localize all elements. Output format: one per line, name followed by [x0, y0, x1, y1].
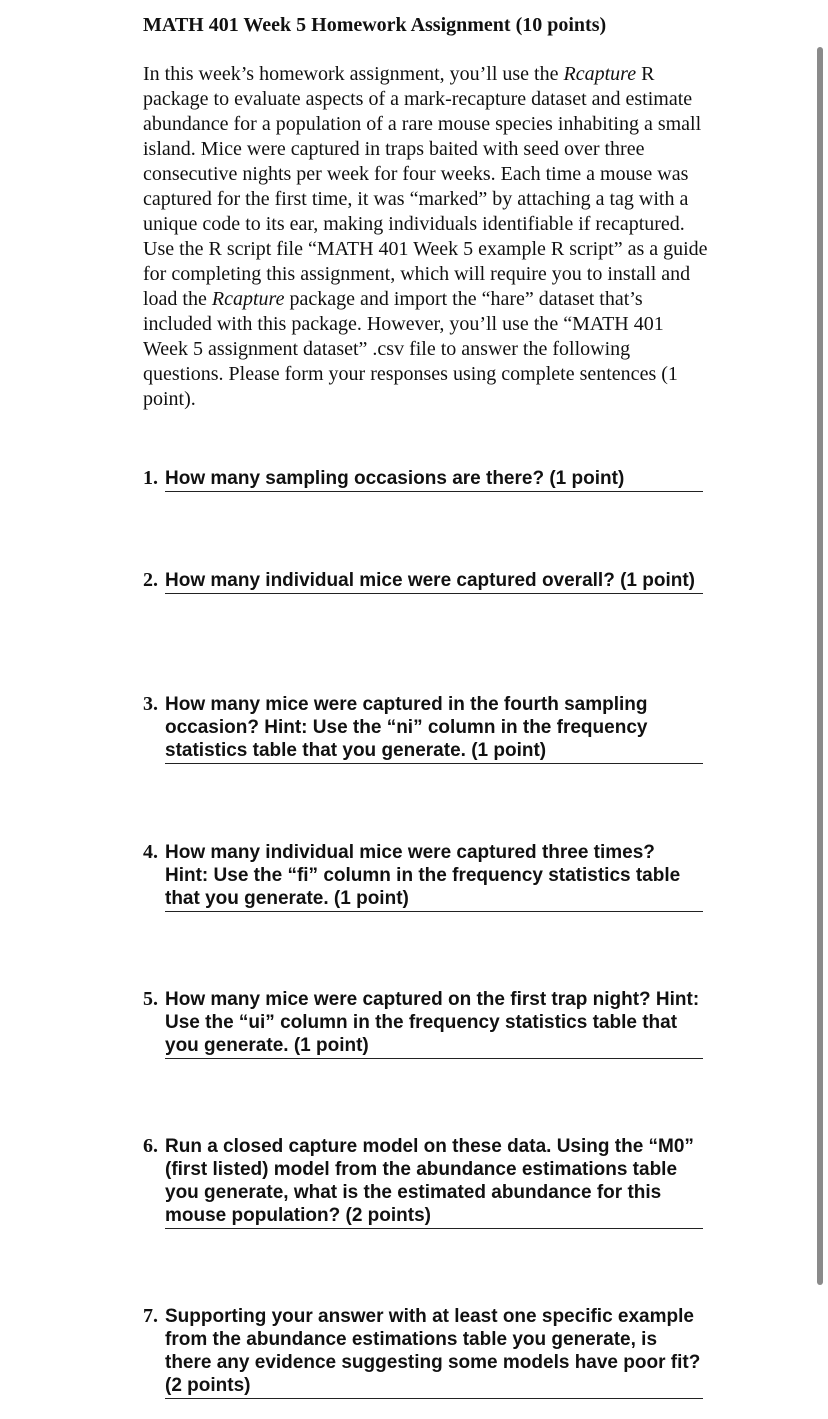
question-number: 4.	[143, 841, 158, 863]
question-text: How many mice were captured in the fourth sampling occasion? Hint: Use the “ni” column in the frequency statistics table that you generate. (1 point)	[165, 693, 703, 764]
question-number: 2.	[143, 569, 158, 591]
question-text: Run a closed capture model on these data. Using the “M0” (first listed) model from the abundance estimations table you generate, what is the estimated abundance for this mouse population? (2 points)	[165, 1135, 703, 1229]
intro-text-1: In this week’s homework assignment, you’ll use the	[143, 63, 564, 85]
question-item	[143, 467, 703, 492]
question-number: 7.	[143, 1305, 158, 1327]
intro-text-3: package and import the “hare” dataset that’s included with this package. However, you’ll use the “MATH 401 Week 5 assignment dataset” .csv file to answer the following questions. Please form your responses using complete sentences (1 point).	[143, 288, 678, 410]
question-item	[143, 1135, 703, 1229]
question-number: 5.	[143, 988, 158, 1010]
question-number: 6.	[143, 1135, 158, 1157]
question-item	[143, 693, 703, 764]
question-item	[143, 1305, 703, 1399]
page-title: MATH 401 Week 5 Homework Assignment (10 points)	[143, 14, 607, 36]
intro-text-2: R package to evaluate aspects of a mark-recapture dataset and estimate abundance for a population of a rare mouse species inhabiting a small island. Mice were captured in traps baited with seed over three consecutive nights per week for four weeks. Each time a mouse was captured for the first time, it was “marked” by attaching a tag with a unique code to its ear, making individuals identifiable if recaptured. Use the R script file “MATH 401 Week 5 example R script” as a guide for completing this assignment, which will require you to install and load the	[143, 63, 708, 310]
question-item	[143, 569, 703, 594]
question-number: 1.	[143, 467, 158, 489]
question-text: How many individual mice were captured three times? Hint: Use the “fi” column in the frequency statistics table that you generate. (1 point)	[165, 841, 703, 912]
intro-paragraph	[143, 62, 708, 412]
question-text: How many mice were captured on the first trap night? Hint: Use the “ui” column in the frequency statistics table that you generate. (1 point)	[165, 988, 703, 1059]
question-text: How many sampling occasions are there? (1 point)	[165, 467, 703, 492]
question-item	[143, 841, 703, 912]
question-number: 3.	[143, 693, 158, 715]
question-item	[143, 988, 703, 1059]
rcapture-package-name: Rcapture	[211, 288, 285, 310]
rcapture-package-name: Rcapture	[563, 63, 637, 85]
question-text: How many individual mice were captured overall? (1 point)	[165, 569, 703, 594]
document-page	[143, 12, 708, 1396]
question-text: Supporting your answer with at least one specific example from the abundance estimations table you generate, is there any evidence suggesting some models have poor fit? (2 points)	[165, 1305, 703, 1399]
vertical-scrollbar[interactable]	[817, 47, 823, 1285]
